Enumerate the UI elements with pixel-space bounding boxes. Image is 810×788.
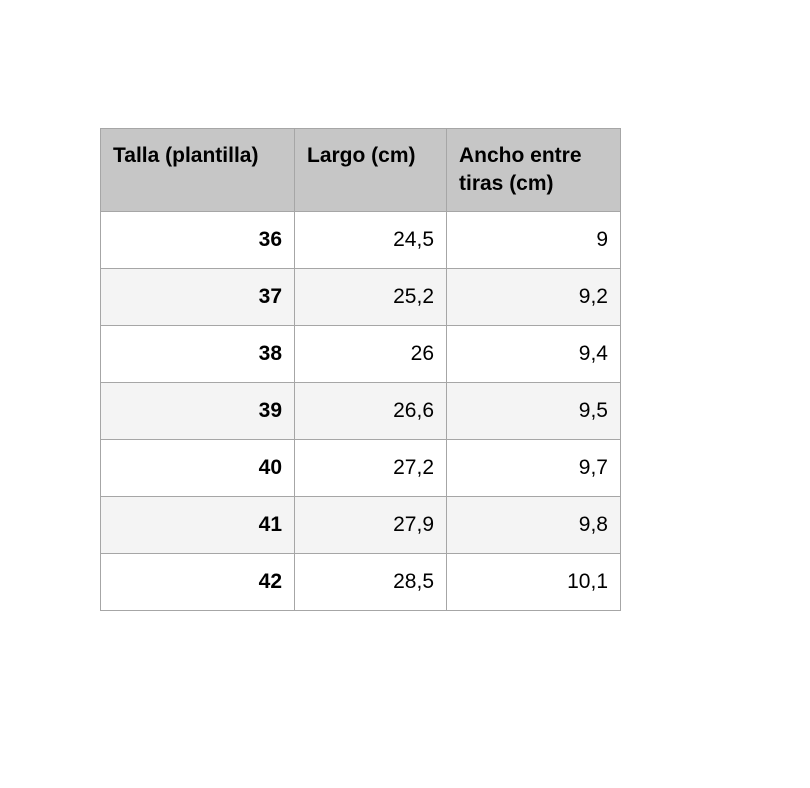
table-body	[101, 212, 621, 611]
cell-ancho: 9	[447, 212, 621, 269]
column-header-ancho: Ancho entre tiras (cm)	[447, 129, 621, 212]
cell-talla: 40	[101, 440, 295, 497]
cell-ancho: 9,5	[447, 383, 621, 440]
table-row	[101, 212, 621, 269]
cell-largo: 25,2	[295, 269, 447, 326]
cell-largo: 26,6	[295, 383, 447, 440]
cell-talla: 41	[101, 497, 295, 554]
cell-talla: 42	[101, 554, 295, 611]
table-row	[101, 269, 621, 326]
table-row	[101, 326, 621, 383]
cell-largo: 28,5	[295, 554, 447, 611]
table-header	[101, 129, 621, 212]
table-row	[101, 497, 621, 554]
cell-talla: 39	[101, 383, 295, 440]
table-row	[101, 554, 621, 611]
cell-ancho: 9,4	[447, 326, 621, 383]
cell-ancho: 9,2	[447, 269, 621, 326]
cell-largo: 27,2	[295, 440, 447, 497]
cell-ancho: 9,7	[447, 440, 621, 497]
cell-talla: 36	[101, 212, 295, 269]
cell-talla: 38	[101, 326, 295, 383]
header-row	[101, 129, 621, 212]
cell-largo: 24,5	[295, 212, 447, 269]
table-row	[101, 383, 621, 440]
column-header-talla: Talla (plantilla)	[101, 129, 295, 212]
cell-talla: 37	[101, 269, 295, 326]
column-header-largo: Largo (cm)	[295, 129, 447, 212]
cell-largo: 27,9	[295, 497, 447, 554]
cell-ancho: 10,1	[447, 554, 621, 611]
table-row	[101, 440, 621, 497]
cell-ancho: 9,8	[447, 497, 621, 554]
cell-largo: 26	[295, 326, 447, 383]
size-chart-table	[100, 128, 621, 611]
